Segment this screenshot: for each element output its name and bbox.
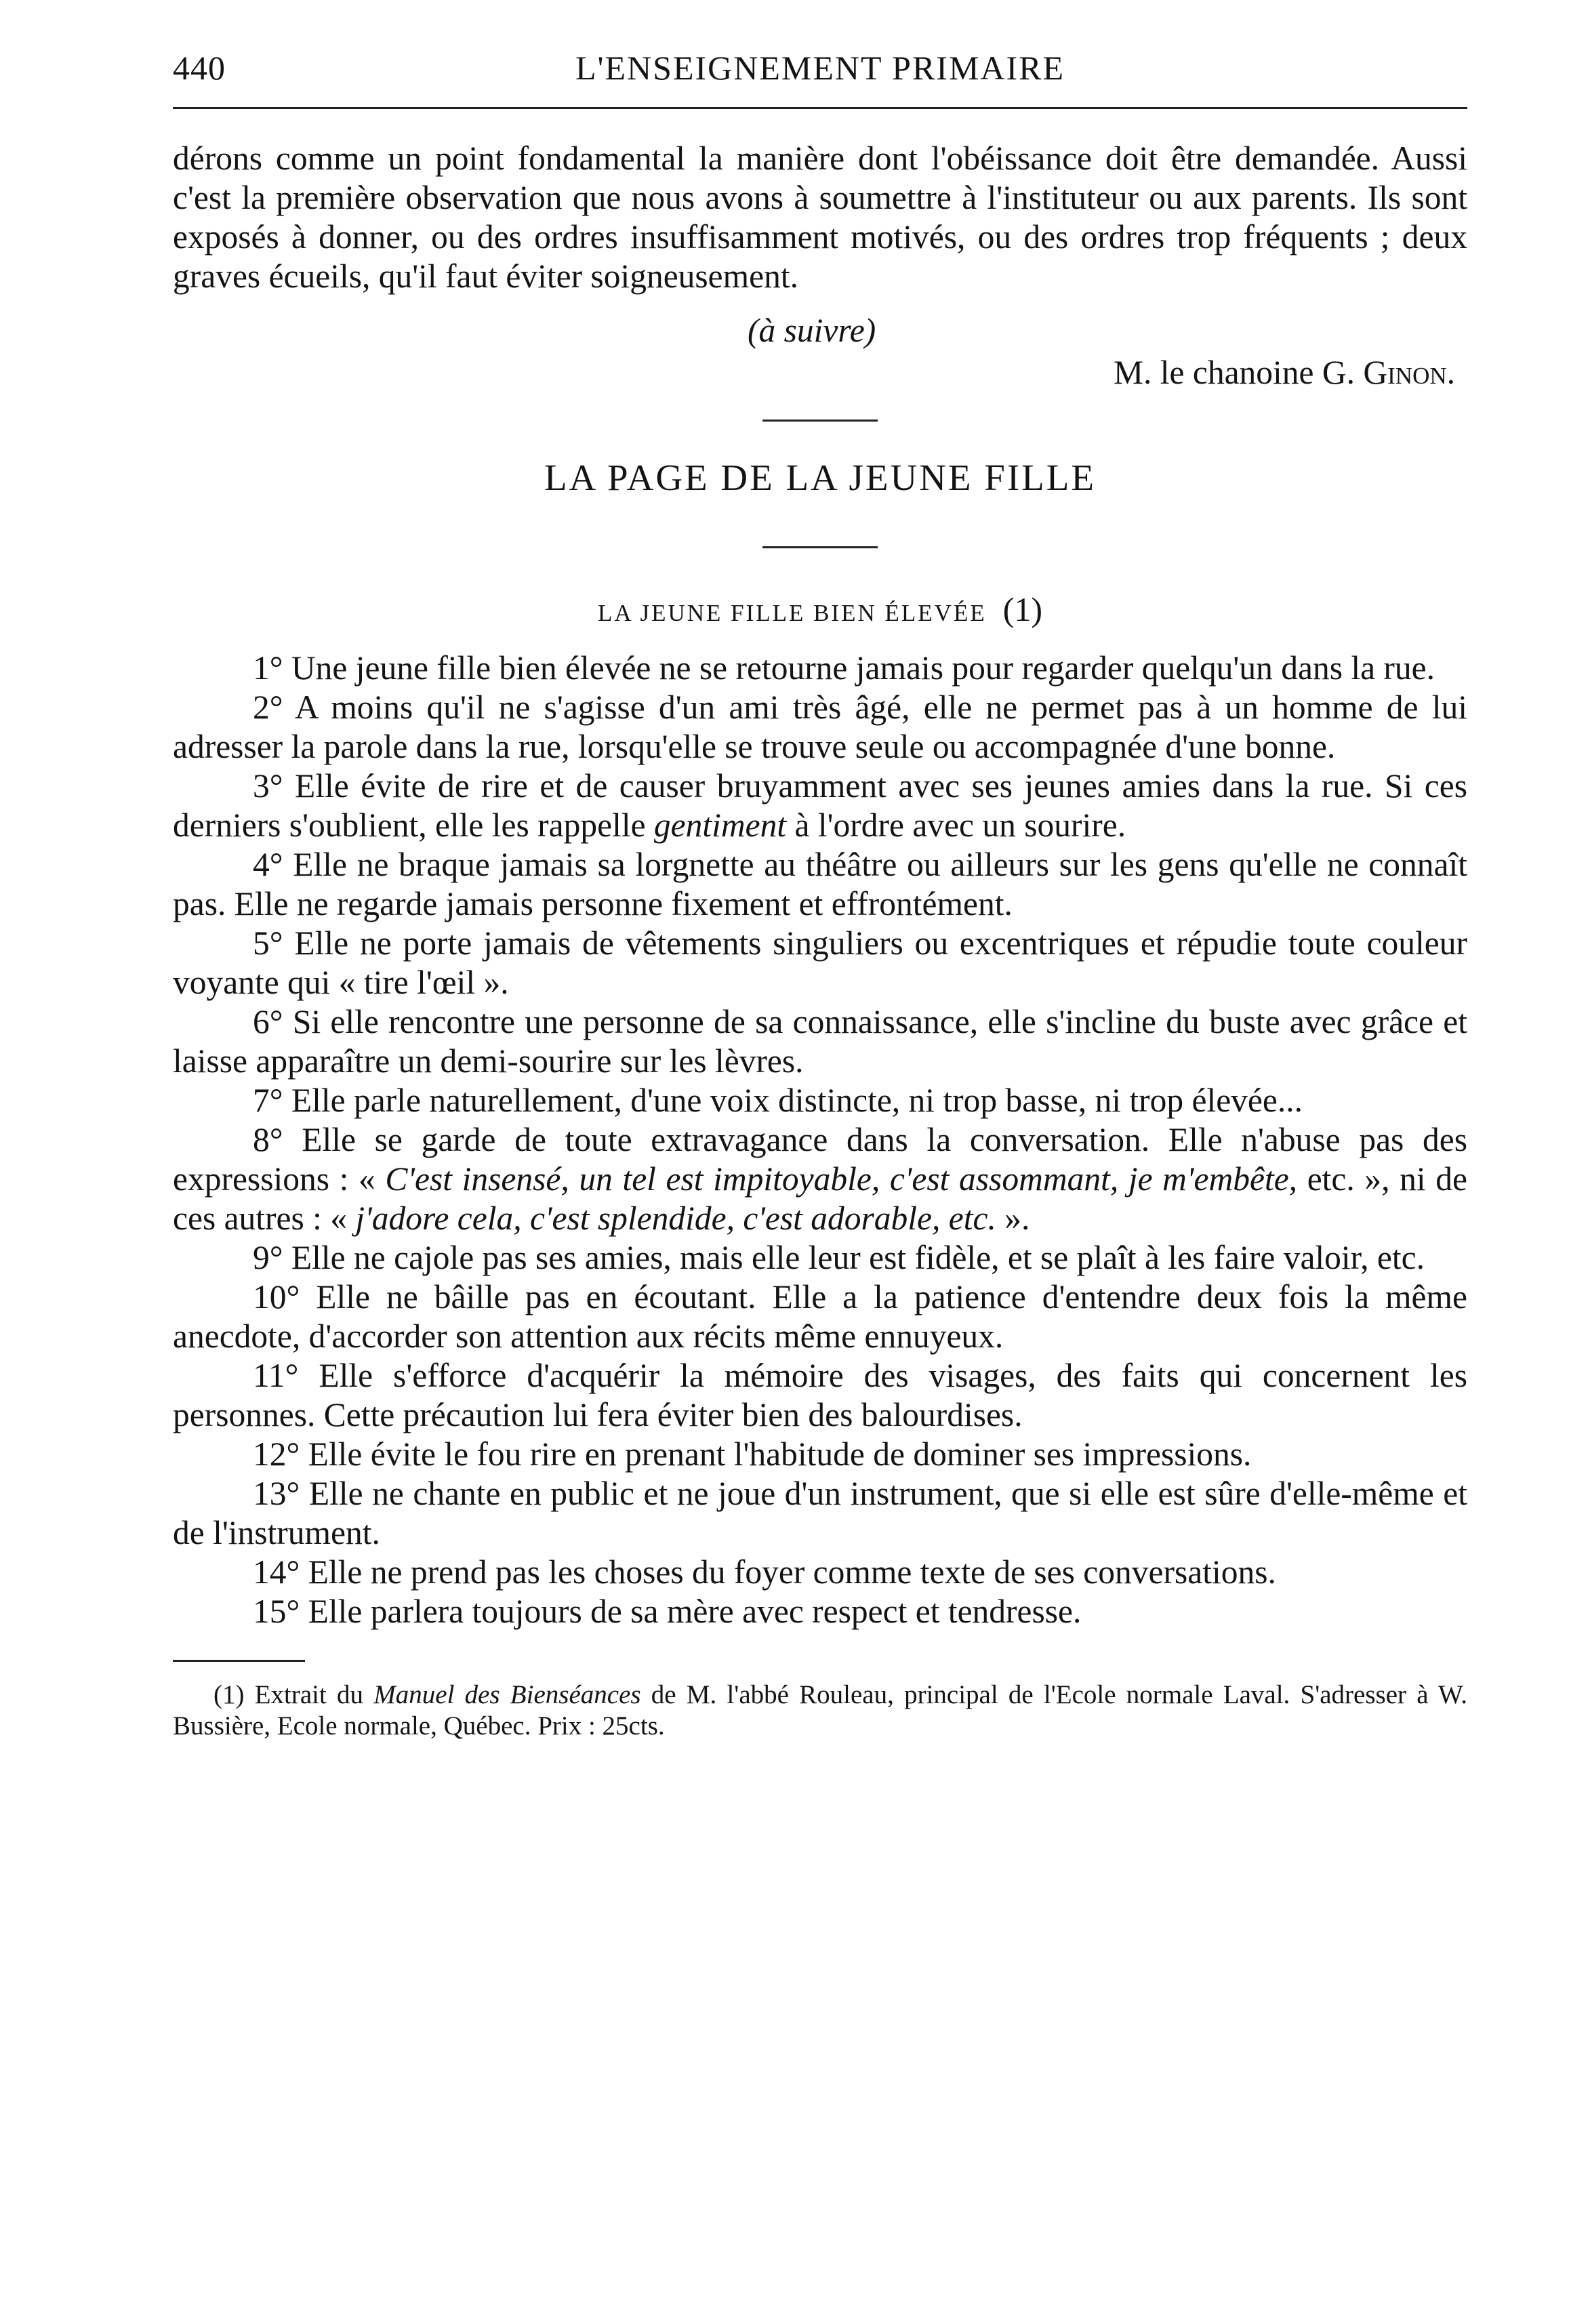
rule-item: 4° Elle ne braque jamais sa lorgnette au théâtre ou ailleurs sur les gens qu'elle ne connaît pas. Elle ne regarde jamais personne fixement et effrontément. [173, 846, 1467, 922]
subtitle-text: LA JEUNE FILLE BIEN ÉLEVÉE [597, 600, 987, 626]
document-page [173, 41, 1467, 1742]
rule-item: 5° Elle ne porte jamais de vêtements singuliers ou excentriques et répudie toute couleur voyante qui « tire l'œil ». [173, 924, 1467, 1001]
rules-list [173, 649, 1467, 1631]
running-title: L'ENSEIGNEMENT PRIMAIRE [575, 49, 1065, 87]
article-subtitle [173, 589, 1467, 634]
rule-item: 7° Elle parle naturellement, d'une voix distincte, ni trop basse, ni trop élevée... [253, 1082, 1303, 1119]
header-rule [173, 107, 1467, 109]
rule-text: 3° Elle évite de rire et de causer bruyamment avec ses jeunes amies dans la rue. Si ces derniers s'oublient, elle les rappelle [173, 767, 1467, 844]
rule-text: ». [996, 1200, 1030, 1237]
page-number: 440 [173, 49, 226, 87]
rule-emphasis: C'est insensé, un tel est impitoyable, c'est assommant, je m'embête, [385, 1160, 1298, 1198]
footnote [173, 1679, 1467, 1742]
rule-item: 2° A moins qu'il ne s'agisse d'un ami très âgé, elle ne permet pas à un homme de lui adresser la parole dans la rue, lorsqu'elle se trouve seule ou accompagnée d'une bonne. [173, 689, 1467, 765]
intro-paragraph [173, 139, 1467, 296]
rule-item: 1° Une jeune fille bien élevée ne se retourne jamais pour regarder quelqu'un dans la rue. [253, 649, 1435, 687]
footnote-marker: (1) [213, 1680, 255, 1709]
page-header [173, 41, 1467, 95]
continuation-note: (à suivre) [748, 312, 876, 349]
rule-item: 15° Elle parlera toujours de sa mère avec respect et tendresse. [253, 1593, 1082, 1630]
rule-item: 11° Elle s'efforce d'acquérir la mémoire des visages, des faits qui concernent les personnes. Cette précaution lui fera éviter bien des balourdises. [173, 1357, 1467, 1433]
footnote-text [173, 1679, 1467, 1742]
rule-item [173, 767, 1467, 845]
rule-emphasis: j'adore cela, c'est splendide, c'est adorable, etc. [355, 1200, 996, 1237]
rule-item: 12° Elle évite le fou rire en prenant l'habitude de dominer ses impressions. [253, 1435, 1252, 1473]
rule-text: 8° Elle se garde de toute extravagance dans la conversation. Elle n'abuse pas des expressions : « [173, 1121, 1467, 1198]
title-divider [762, 546, 878, 548]
section-divider [762, 420, 878, 422]
signature-surname: Ginon. [1363, 354, 1455, 391]
author-signature [173, 353, 1467, 392]
rule-emphasis: gentiment [653, 807, 787, 844]
section-title: LA PAGE DE LA JEUNE FILLE [544, 457, 1096, 498]
footnote-book-title: Manuel des Bienséances [373, 1680, 641, 1709]
intro-text: dérons comme un point fondamental la manière dont l'obéissance doit être demandée. Aussi c'est la première observation que nous avons à soumettre à l'instituteur ou aux parents. Ils sont exposés à donner, ou des ordres insuffisamment motivés, ou des ordres trop fréquents ; deux graves écueils, qu'il faut éviter soigneusement. [173, 140, 1467, 295]
rule-item: 13° Elle ne chante en public et ne joue d'un instrument, que si elle est sûre d'elle-même et de l'instrument. [173, 1475, 1467, 1551]
footnote-rule [173, 1660, 305, 1662]
rule-text: etc. », ni de ces autres : « [173, 1160, 1467, 1237]
rule-item: 10° Elle ne bâille pas en écoutant. Elle a la patience d'entendre deux fois la même anecdote, d'accorder son attention aux récits même ennuyeux. [173, 1278, 1467, 1355]
footnote-reference: (1) [1002, 590, 1043, 628]
footnote-lead: Extrait du [254, 1680, 374, 1709]
rule-item: 9° Elle ne cajole pas ses amies, mais elle leur est fidèle, et se plaît à les faire valoir, etc. [253, 1239, 1425, 1276]
signature-prefix: M. le chanoine G. [1113, 354, 1364, 391]
footnote-details: de M. l'abbé Rouleau, principal de l'Ecole normale Laval. S'adresser à W. Bussière, Ecole normale, Québec. Prix : 25cts. [173, 1680, 1468, 1740]
rule-item: 6° Si elle rencontre une personne de sa connaissance, elle s'incline du buste avec grâce et laisse apparaître un demi-sourire sur les lèvres. [173, 1003, 1467, 1080]
rule-item [173, 1120, 1467, 1238]
rule-item: 14° Elle ne prend pas les choses du foyer comme texte de ses conversations. [253, 1553, 1276, 1591]
rule-text: à l'ordre avec un sourire. [786, 807, 1126, 844]
